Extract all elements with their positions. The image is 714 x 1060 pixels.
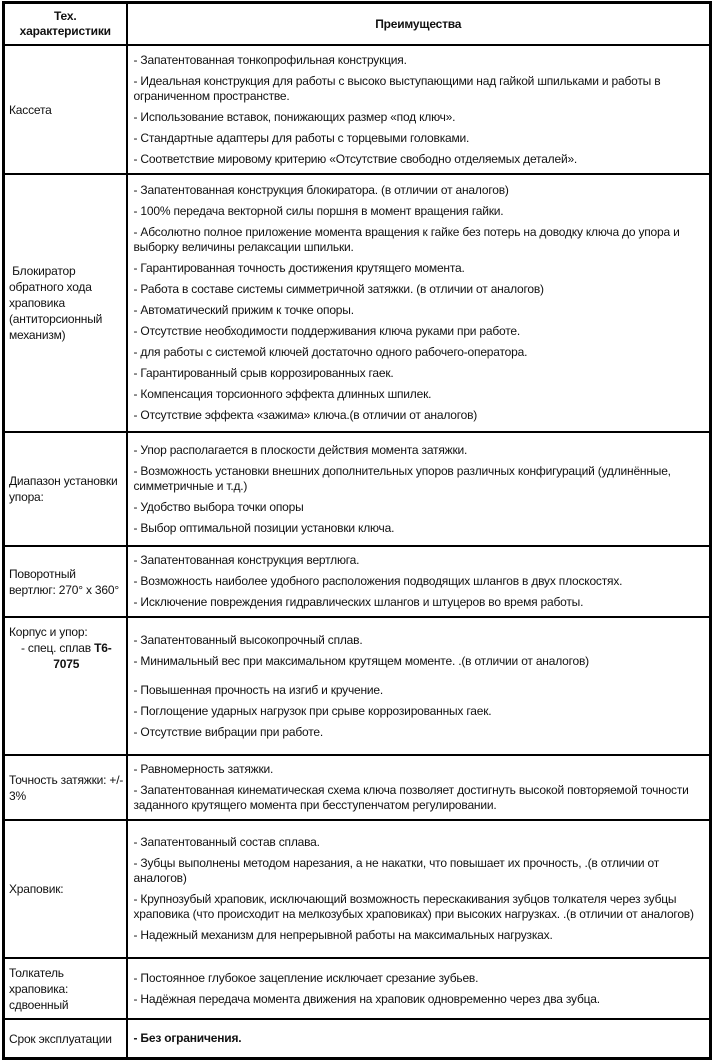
table-row xyxy=(4,174,711,432)
row-label-text: Кассета xyxy=(9,102,52,117)
advantage-item: - Запатентованный высокопрочный сплав. xyxy=(133,632,363,647)
row-label xyxy=(4,174,127,432)
advantage-item: - Отсутствие необходимости поддерживания ключа руками при работе. xyxy=(133,324,521,338)
advantage-item: - для работы с системой ключей достаточно одного рабочего-оператора. xyxy=(133,345,528,359)
row-label-text: Точность затяжки: +/- 3% xyxy=(9,772,127,803)
advantage-item: - Работа в составе системы симметричной затяжки. (в отличии от аналогов) xyxy=(133,282,544,296)
row-label-text: Поворотный вертлюг: 270° x 360° xyxy=(9,566,119,597)
row-label-text: Толкатель храповика: сдвоенный xyxy=(9,965,72,1012)
advantage-item: - 100% передача векторной силы поршня в момент вращения гайки. xyxy=(133,204,504,218)
advantage-item: - Компенсация торсионного эффекта длинных шпилек. xyxy=(133,387,432,401)
advantage-item: - Отсутствие вибрации при работе. xyxy=(133,724,323,739)
row-advantages xyxy=(127,617,711,755)
advantage-item: - Абсолютно полное приложение момента вращения к гайке без потерь на доводку ключа до упора и выборку величины релаксации шпильки. xyxy=(133,225,680,254)
advantage-item: - Гарантированная точность достижения крутящего момента. xyxy=(133,261,465,275)
advantage-item: - Повышенная прочность на изгиб и кручение. xyxy=(133,682,384,697)
row-label-text: Срок эксплуатации xyxy=(9,1031,112,1046)
table-row xyxy=(4,820,711,958)
row-label xyxy=(4,958,127,1019)
row-label-text: Блокиратор обратного хода храповика (антиторсионный механизм) xyxy=(9,264,106,342)
advantage-item: - Равномерность затяжки. xyxy=(133,762,274,776)
row-label xyxy=(4,1019,127,1059)
col-header-characteristics: Тех. характеристики xyxy=(4,3,127,46)
header-row xyxy=(4,3,711,46)
table-row xyxy=(4,546,711,617)
row-label xyxy=(4,617,127,755)
advantage-item: - Надёжная передача момента движения на храповик одновременно через два зубца. xyxy=(133,991,600,1006)
advantage-item: - Минимальный вес при максимальном крутящем моменте. .(в отличии от аналогов) xyxy=(133,653,589,668)
row-advantages xyxy=(127,820,711,958)
row-advantages xyxy=(127,546,711,617)
advantage-item: - Соответствие мировому критерию «Отсутствие свободно отделяемых деталей». xyxy=(133,151,578,166)
advantage-item: - Исключение повреждения гидравлических шлангов и штуцеров во время работы. xyxy=(133,595,584,609)
advantage-item: - Без ограничения. xyxy=(133,1031,242,1045)
advantage-item: - Постоянное глубокое зацепление исключает срезание зубьев. xyxy=(133,970,479,985)
table-row xyxy=(4,1019,711,1059)
advantage-item: - Возможность установки внешних дополнительных упоров различных конфигураций (удлинённые, симметричные и т.д.) xyxy=(133,463,671,493)
advantage-item: - Идеальная конструкция для работы с высоко выступающими над гайкой шпильками и работы в ограниченном пространстве. xyxy=(133,73,661,103)
row-label xyxy=(4,755,127,820)
row-label xyxy=(4,820,127,958)
advantage-item: - Гарантированный срыв коррозированных гаек. xyxy=(133,366,394,380)
table-row xyxy=(4,755,711,820)
col-header-advantages: Преимущества xyxy=(127,3,711,46)
row-advantages xyxy=(127,958,711,1019)
row-label-text: Корпус и упор: xyxy=(9,625,88,639)
advantage-item: - Автоматический прижим к точке опоры. xyxy=(133,303,354,317)
advantage-item: - Возможность наиболее удобного расположения подводящих шлангов в двух плоскостях. xyxy=(133,574,623,588)
table-row xyxy=(4,432,711,546)
advantage-item: - Зубцы выполнены методом нарезания, а не накатки, что повышает их прочность, .(в отличии от аналогов) xyxy=(133,856,659,885)
advantage-item: - Запатентованная конструкция блокиратора. (в отличии от аналогов) xyxy=(133,183,509,197)
specs-table xyxy=(2,1,712,1060)
advantage-item: - Использование вставок, понижающих размер «под ключ». xyxy=(133,109,456,124)
row-advantages xyxy=(127,45,711,174)
advantage-item: - Надежный механизм для непрерывной работы на максимальных нагрузках. xyxy=(133,928,553,942)
row-label xyxy=(4,432,127,546)
advantage-item: - Выбор оптимальной позиции установки ключа. xyxy=(133,520,395,535)
advantage-item: - Запатентованная конструкция вертлюга. xyxy=(133,553,360,567)
row-advantages xyxy=(127,174,711,432)
advantage-item: - Отсутствие эффекта «зажима» ключа.(в отличии от аналогов) xyxy=(133,408,478,422)
advantage-item: - Поглощение ударных нагрузок при срыве коррозированных гаек. xyxy=(133,703,492,718)
row-advantages xyxy=(127,1019,711,1059)
table-row xyxy=(4,958,711,1019)
advantage-item: - Запатентованная кинематическая схема ключа позволяет достигнуть высокой повторяемой точности заданного крутящего момента при бесступенчатом регулировании. xyxy=(133,783,689,812)
advantage-item: - Запатентованная тонкопрофильная конструкция. xyxy=(133,52,407,67)
row-advantages xyxy=(127,432,711,546)
advantage-item: - Крупнозубый храповик, исключающий возможность перескакивания зубцов толкателя через зубцы храповика (что происходит на мелкозубых храповиках) при высоких нагрузках. .(в отличии от аналогов) xyxy=(133,892,694,921)
row-label xyxy=(4,45,127,174)
table-body xyxy=(4,45,711,1059)
row-label-text: Храповик: xyxy=(9,882,64,896)
table-row xyxy=(4,45,711,174)
advantage-item: - Упор располагается в плоскости действия момента затяжки. xyxy=(133,442,468,457)
row-label xyxy=(4,546,127,617)
row-label-text: Диапазон установки упора: xyxy=(9,474,121,504)
advantage-item: - Удобство выбора точки опоры xyxy=(133,499,304,514)
advantage-item xyxy=(134,675,702,677)
advantage-item: - Запатентованный состав сплава. xyxy=(133,835,320,849)
advantage-item: - Стандартные адаптеры для работы с торцевыми головками. xyxy=(133,130,470,145)
row-sublabel: - спец. сплав Т6-7075 xyxy=(20,641,112,671)
table-row xyxy=(4,617,711,755)
row-advantages xyxy=(127,755,711,820)
